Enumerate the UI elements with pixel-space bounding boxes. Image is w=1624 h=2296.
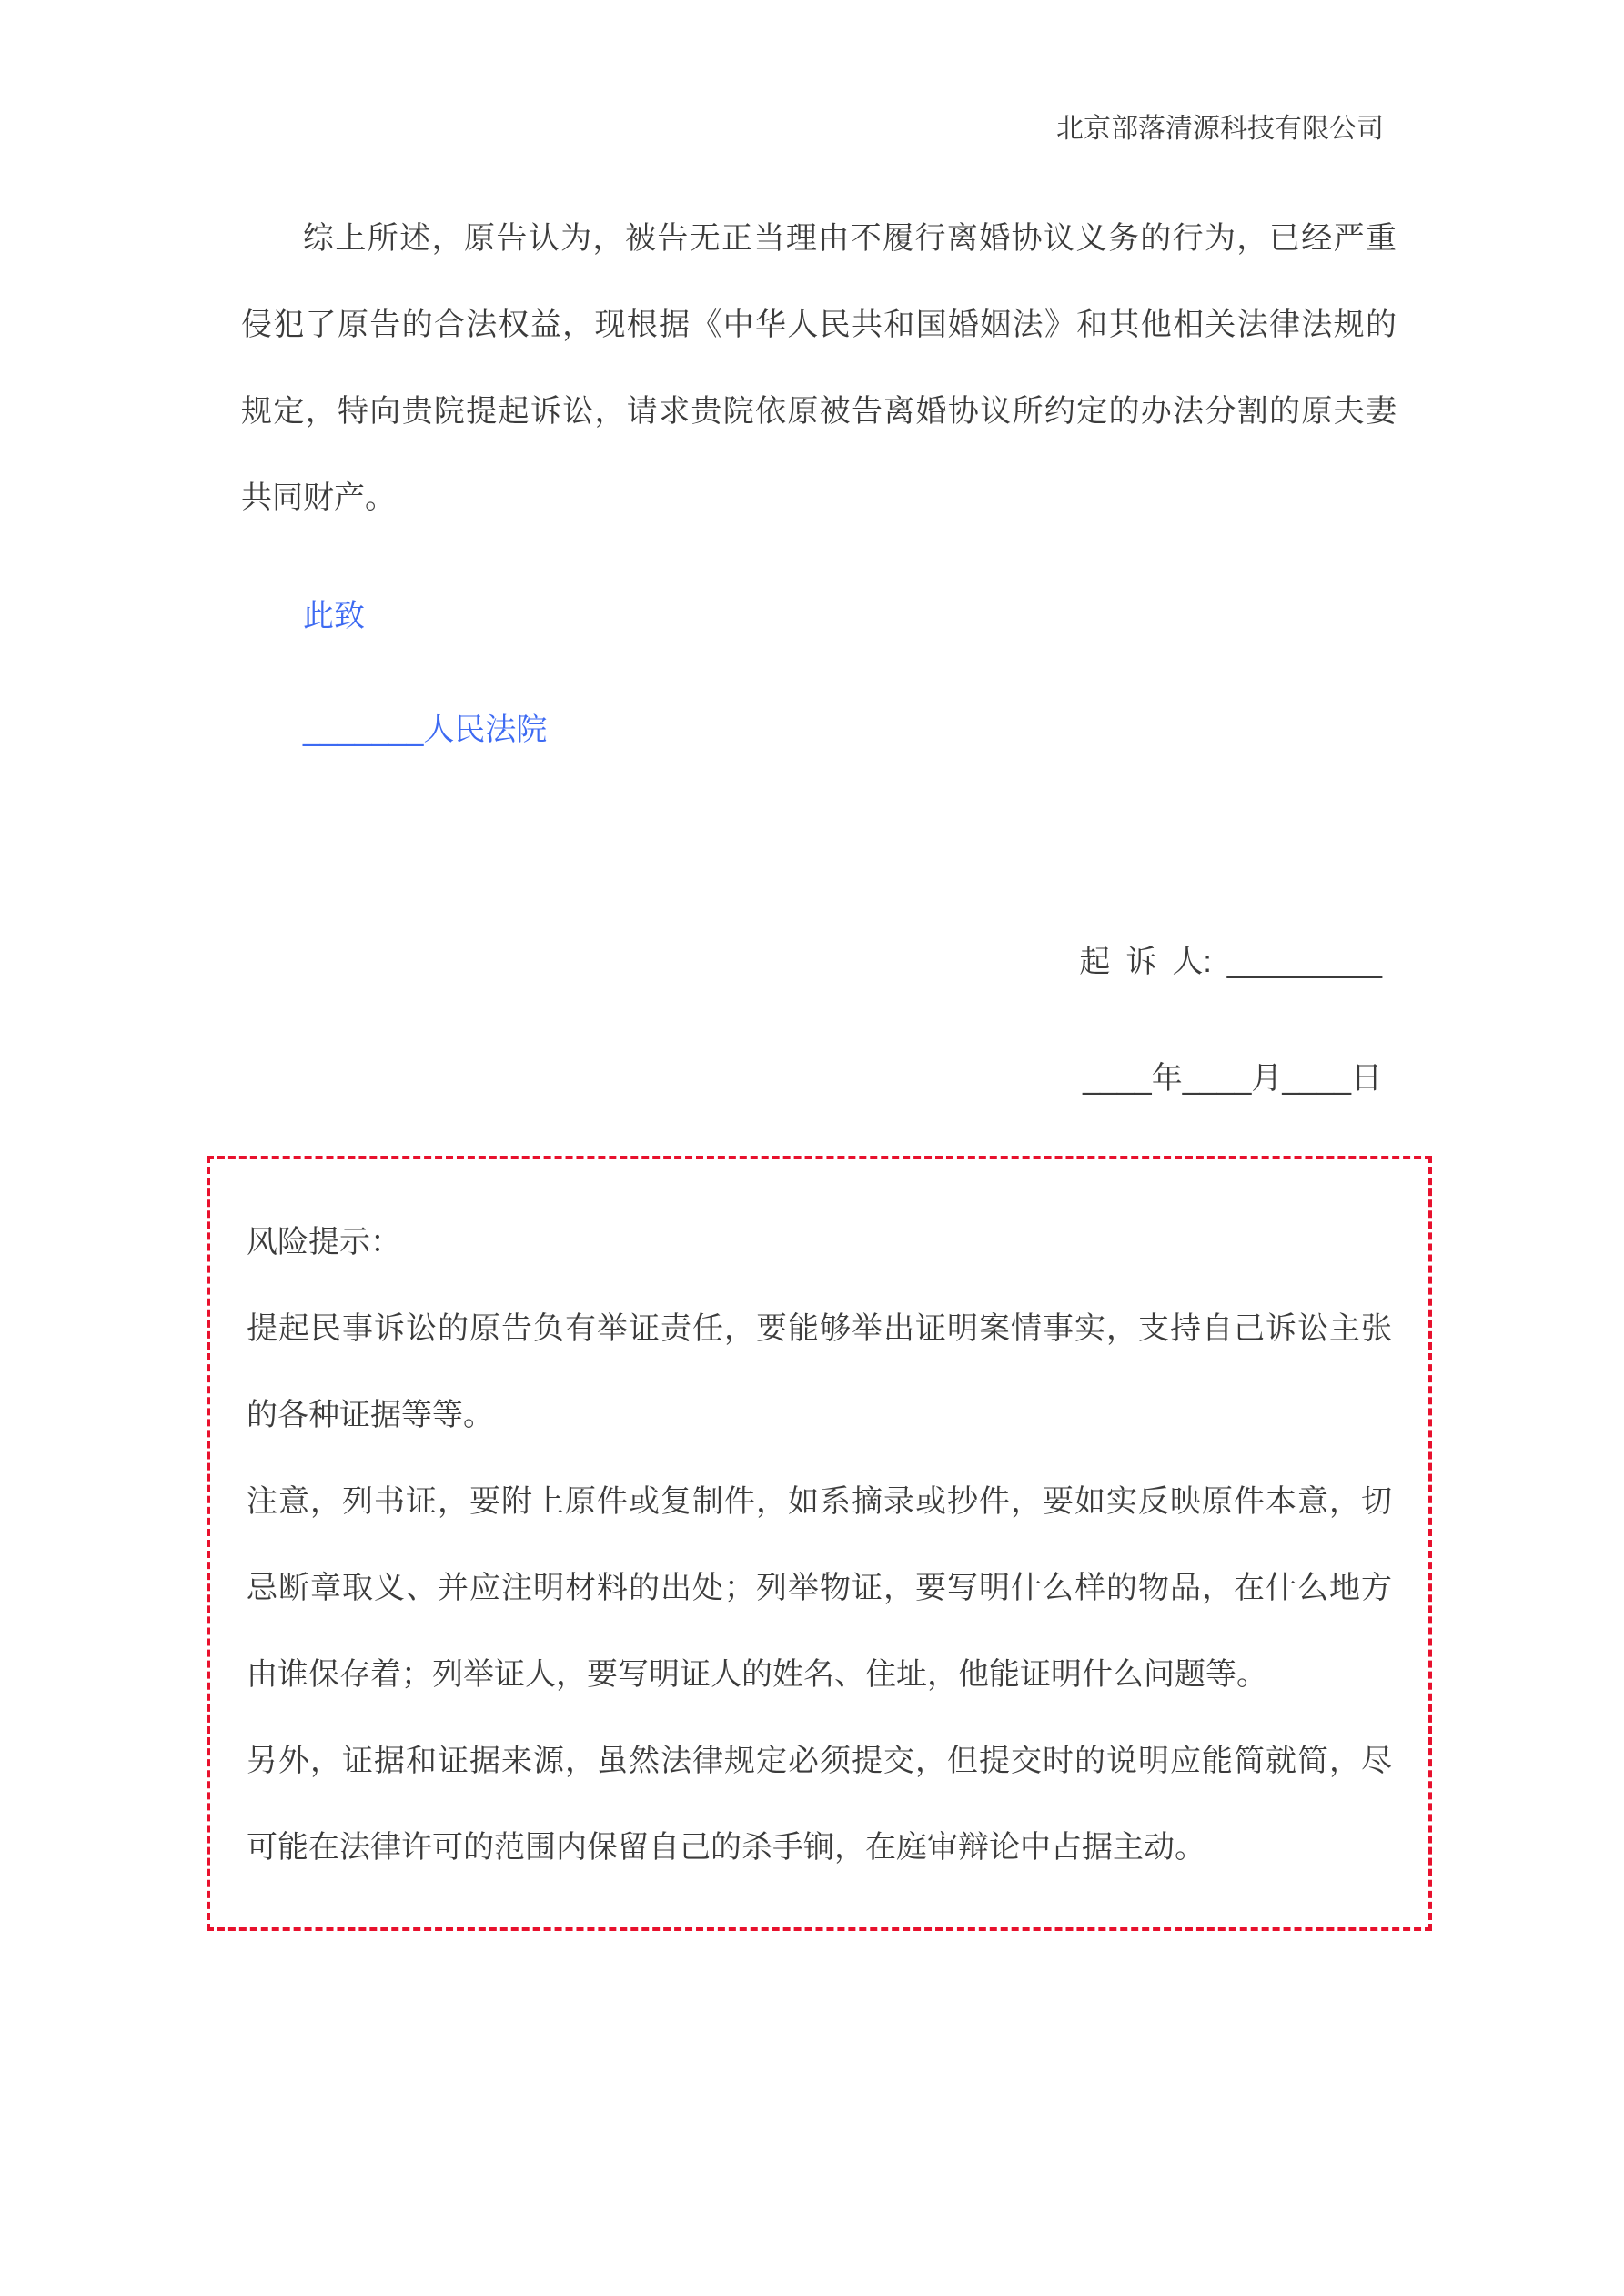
paragraph-line: 规定，特向贵院提起诉讼，请求贵院依原被告离婚协议所约定的办法分割的原夫妻 xyxy=(241,394,1397,429)
risk-box-line: 的各种证据等等。 xyxy=(247,1398,494,1432)
salutation-text: 此致 xyxy=(303,599,365,633)
court-line xyxy=(303,687,547,774)
company-header: 北京部落清源科技有限公司 xyxy=(1056,114,1384,144)
paragraph-line: 侵犯了原告的合法权益，现根据《中华人民共和国婚姻法》和其他相关法律法规的 xyxy=(241,308,1397,342)
paragraph-line: 共同财产。 xyxy=(241,480,396,515)
paragraph-line: 综上所述，原告认为，被告无正当理由不履行离婚协议义务的行为，已经严重 xyxy=(303,221,1397,256)
risk-notice-box xyxy=(207,1156,1432,1931)
date-blank-line: ____年____月____日 xyxy=(1083,1061,1382,1096)
court-blank-underline: _______ xyxy=(303,713,424,747)
risk-box-title: 风险提示： xyxy=(247,1225,401,1259)
risk-box-line: 忌断章取义、并应注明材料的出处；列举物证，要写明什么样的物品，在什么地方 xyxy=(247,1571,1392,1605)
court-name-label: 人民法院 xyxy=(423,713,548,747)
risk-box-line: 注意，列书证，要附上原件或复制件，如系摘录或抄件，要如实反映原件本意，切 xyxy=(247,1484,1392,1519)
risk-box-line: 提起民事诉讼的原告负有举证责任，要能够举出证明案情事实，支持自己诉讼主张 xyxy=(247,1311,1392,1346)
risk-box-line: 由谁保存着；列举证人，要写明证人的姓名、住址，他能证明什么问题等。 xyxy=(247,1657,1267,1692)
risk-box-line: 可能在法律许可的范围内保留自己的杀手锏，在庭审辩论中占据主动。 xyxy=(247,1830,1205,1865)
plaintiff-signature-line: 起 诉 人: _________ xyxy=(1079,945,1382,979)
risk-box-line: 另外，证据和证据来源，虽然法律规定必须提交，但提交时的说明应能简就简，尽 xyxy=(247,1744,1392,1778)
main-paragraph xyxy=(241,196,1397,541)
